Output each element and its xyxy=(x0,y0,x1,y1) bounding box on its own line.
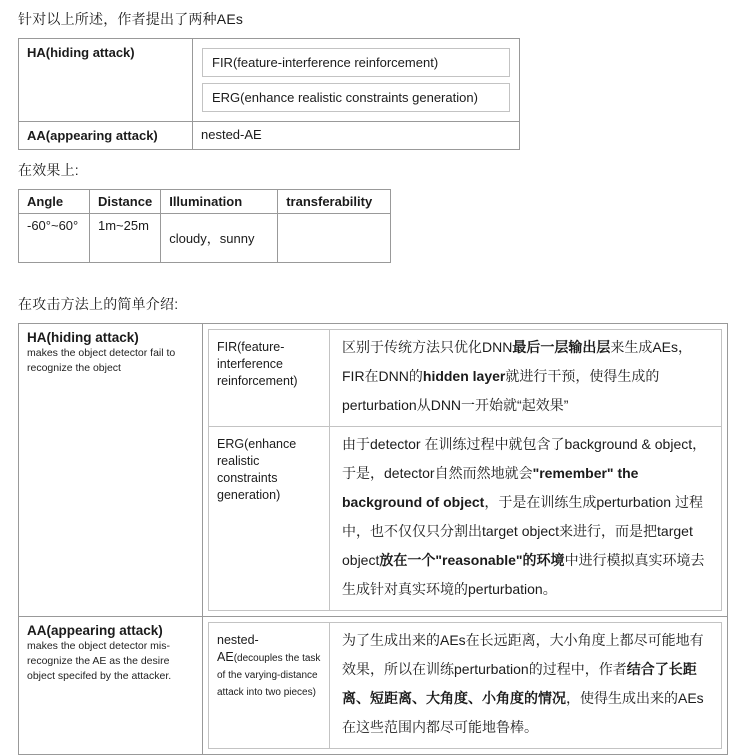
aa-label-cell: AA(appearing attack) xyxy=(19,122,193,150)
ae-types-table xyxy=(18,38,520,150)
illumination-value-cell: cloudy，sunny xyxy=(161,214,278,263)
fir-name-cell: FIR(feature-interference reinforcement) xyxy=(209,330,330,427)
col-header-distance: Distance xyxy=(90,190,161,214)
nested-ae-row xyxy=(209,623,721,748)
distance-value-cell: 1m~25m xyxy=(90,214,161,263)
ha-inner-table xyxy=(209,330,721,610)
angle-value-cell: -60°~60° xyxy=(19,214,90,263)
heading-intro: 针对以上所述，作者提出了两种AEs xyxy=(18,11,244,27)
table-header-row xyxy=(19,190,391,214)
ha-label-cell: HA(hiding attack) xyxy=(19,39,193,122)
aa-subtitle: makes the object detector mis-recognize the AE as the desire object specifed by the attacker. xyxy=(27,640,172,682)
erg-name-cell: ERG(enhance realistic constraints generation) xyxy=(209,427,330,611)
aa-value-cell: nested-AE xyxy=(193,122,520,150)
aa-title-cell xyxy=(19,617,203,755)
nested-ae-name-cell xyxy=(209,623,330,748)
effect-table xyxy=(18,189,391,263)
col-header-angle: Angle xyxy=(19,190,90,214)
ha-inner-box xyxy=(208,329,722,611)
table-row xyxy=(19,122,520,150)
transferability-value-cell xyxy=(278,214,391,263)
method-detail-table xyxy=(18,323,728,755)
ha-title-cell xyxy=(19,324,203,617)
table-row xyxy=(19,214,391,263)
aa-inner-box xyxy=(208,622,722,749)
nested-ae-name: nested-AE xyxy=(217,633,259,664)
ha-subtitle: makes the object detector fail to recognize the object xyxy=(27,347,176,374)
fir-desc-cell: 区别于传统方法只优化DNN最后一层输出层来生成AEs，FIR在DNN的hidden layer就进行干预，使得生成的perturbation从DNN一开始就“起效果” xyxy=(342,339,693,413)
fir-item-box: FIR(feature-interference reinforcement) xyxy=(202,48,510,77)
ha-method-row xyxy=(19,324,728,617)
heading-method: 在攻击方法上的简单介绍: xyxy=(18,296,179,312)
aa-title: AA(appearing attack) xyxy=(27,623,163,638)
nested-ae-note: (decouples the task of the varying-distance attack into two pieces) xyxy=(217,652,321,698)
col-header-transferability: transferability xyxy=(278,190,391,214)
nested-ae-desc-cell: 为了生成出来的AEs在长远距离，大小角度上都尽可能地有效果，所以在训练perturbation的过程中，作者结合了长距离、短距离、大角度、小角度的情况，使得生成出来的AEs在这些范围内都尽可能地鲁棒。 xyxy=(342,632,704,735)
fir-row xyxy=(209,330,721,427)
heading-effect: 在效果上: xyxy=(18,162,79,178)
erg-item-box: ERG(enhance realistic constraints generation) xyxy=(202,83,510,112)
table-row xyxy=(19,39,520,122)
ha-detail-cell xyxy=(203,324,728,617)
ha-title: HA(hiding attack) xyxy=(27,330,139,345)
aa-method-row xyxy=(19,617,728,755)
col-header-illumination: Illumination xyxy=(161,190,278,214)
erg-desc-cell: 由于detector 在训练过程中就包含了background & object，于是，detector自然而然地就会"remember" the background of object，于是在训练生成perturbation 过程中，也不仅仅只分割出target object来进行，而是把target object放在一个"reasonable"的环境中进行模拟真实环境去生成针对真实环境的perturbation。 xyxy=(330,427,722,611)
erg-row xyxy=(209,427,721,611)
aa-detail-cell xyxy=(203,617,728,755)
ha-items-cell xyxy=(193,39,520,122)
aa-inner-table xyxy=(209,623,721,748)
